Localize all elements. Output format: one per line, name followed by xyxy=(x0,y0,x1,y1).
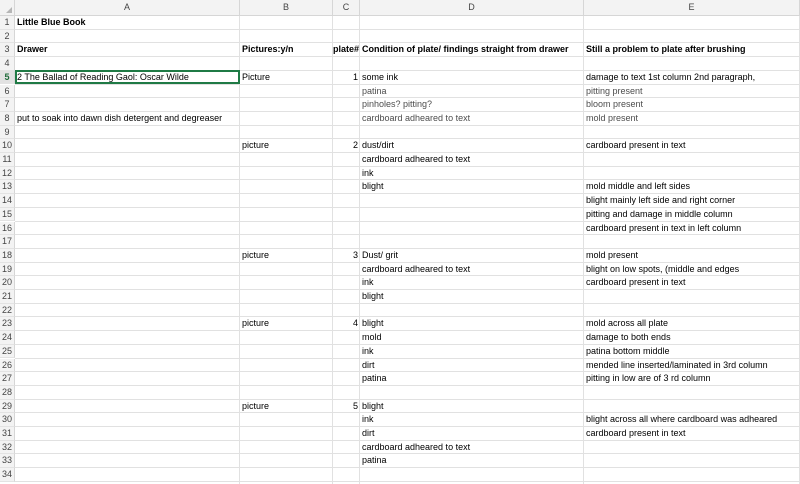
column-header-c[interactable]: C xyxy=(333,0,360,16)
cell-b9[interactable] xyxy=(240,126,333,140)
cell-a3[interactable]: Drawer xyxy=(17,44,48,55)
row-header[interactable]: 9 xyxy=(0,126,15,140)
cell-c16[interactable] xyxy=(333,222,360,236)
cell-e12[interactable] xyxy=(584,167,800,181)
cell-e25[interactable]: patina bottom middle xyxy=(586,345,670,356)
cell-c27[interactable] xyxy=(333,372,360,386)
cell-a11[interactable] xyxy=(15,153,240,167)
cell-b6[interactable] xyxy=(240,85,333,99)
cell-c25[interactable] xyxy=(333,345,360,359)
cell-c22[interactable] xyxy=(333,304,360,318)
cell-c33[interactable] xyxy=(333,454,360,468)
cell-d29[interactable]: blight xyxy=(362,400,384,411)
row-header[interactable]: 3 xyxy=(0,43,15,57)
cell-d5[interactable]: some ink xyxy=(362,71,399,82)
cell-c11[interactable] xyxy=(333,153,360,167)
cell-d22[interactable] xyxy=(360,304,584,318)
cell-a28[interactable] xyxy=(15,386,240,400)
cell-c15[interactable] xyxy=(333,208,360,222)
cell-e3[interactable]: Still a problem to plate after brushing xyxy=(586,44,746,55)
cell-a25[interactable] xyxy=(15,345,240,359)
row-header[interactable]: 21 xyxy=(0,290,15,304)
cell-c5[interactable]: 1 xyxy=(352,71,358,82)
column-header-b[interactable]: B xyxy=(240,0,333,16)
cell-a15[interactable] xyxy=(15,208,240,222)
cell-b23[interactable]: picture xyxy=(242,318,270,329)
cell-d8[interactable]: cardboard adheared to text xyxy=(362,112,471,123)
cell-d24[interactable]: mold xyxy=(362,332,382,343)
cell-a24[interactable] xyxy=(15,331,240,345)
row-header[interactable]: 32 xyxy=(0,441,15,455)
cell-a4[interactable] xyxy=(15,57,240,71)
column-header-e[interactable]: E xyxy=(584,0,800,16)
cell-d13[interactable]: blight xyxy=(362,181,384,192)
cell-e23[interactable]: mold across all plate xyxy=(586,318,669,329)
cell-a33[interactable] xyxy=(15,454,240,468)
cell-a10[interactable] xyxy=(15,139,240,153)
cell-e16[interactable]: cardboard present in text in left column xyxy=(586,222,742,233)
row-header[interactable]: 25 xyxy=(0,345,15,359)
select-all-corner[interactable] xyxy=(0,0,15,16)
cell-b2[interactable] xyxy=(240,30,333,44)
cell-c24[interactable] xyxy=(333,331,360,345)
cell-c19[interactable] xyxy=(333,263,360,277)
cell-c13[interactable] xyxy=(333,180,360,194)
cell-a22[interactable] xyxy=(15,304,240,318)
row-header[interactable]: 10 xyxy=(0,139,15,153)
cell-e31[interactable]: cardboard present in text xyxy=(586,428,686,438)
cell-d18[interactable]: Dust/ grit xyxy=(362,249,399,260)
cell-c30[interactable] xyxy=(333,413,360,427)
cell-e19[interactable]: blight on low spots, (middle and edges xyxy=(586,263,740,274)
cell-b28[interactable] xyxy=(240,386,333,400)
cell-d32[interactable]: cardboard adheared to text xyxy=(362,441,471,452)
cell-a23[interactable] xyxy=(15,317,240,331)
cell-b4[interactable] xyxy=(240,57,333,71)
row-header[interactable]: 29 xyxy=(0,400,15,414)
cell-a5[interactable]: 2 The Ballad of Reading Gaol: Oscar Wilde xyxy=(17,71,189,82)
cell-e26[interactable]: mended line inserted/laminated in 3rd column xyxy=(586,359,768,370)
cell-d2[interactable] xyxy=(360,30,584,44)
cell-d14[interactable] xyxy=(360,194,584,208)
cell-d30[interactable]: ink xyxy=(362,414,374,425)
select-all-icon xyxy=(6,7,12,13)
cell-b8[interactable] xyxy=(240,112,333,126)
cell-a16[interactable] xyxy=(15,222,240,236)
cell-b1[interactable] xyxy=(240,16,333,30)
cell-e22[interactable] xyxy=(584,304,800,318)
cell-b29[interactable]: picture xyxy=(242,400,270,411)
cell-b12[interactable] xyxy=(240,167,333,181)
row-header[interactable]: 23 xyxy=(0,317,15,331)
row-header[interactable]: 22 xyxy=(0,304,15,318)
cell-a1[interactable]: Little Blue Book xyxy=(17,17,86,27)
cell-a26[interactable] xyxy=(15,359,240,373)
cell-e18[interactable]: mold present xyxy=(586,249,639,260)
cell-e15[interactable]: pitting and damage in middle column xyxy=(586,208,733,219)
cell-c3[interactable]: plate# xyxy=(333,44,360,55)
cell-e5[interactable]: damage to text 1st column 2nd paragraph, xyxy=(586,71,756,82)
cell-d15[interactable] xyxy=(360,208,584,222)
cell-e21[interactable] xyxy=(584,290,800,304)
cell-e13[interactable]: mold middle and left sides xyxy=(586,181,691,192)
cell-e11[interactable] xyxy=(584,153,800,167)
cell-a32[interactable] xyxy=(15,441,240,455)
row-header[interactable]: 6 xyxy=(0,85,15,99)
cell-d12[interactable]: ink xyxy=(362,167,374,178)
cell-d31[interactable]: dirt xyxy=(362,428,375,438)
cell-b22[interactable] xyxy=(240,304,333,318)
cell-c17[interactable] xyxy=(333,235,360,249)
cell-d19[interactable]: cardboard adheared to text xyxy=(362,263,471,274)
cell-e29[interactable] xyxy=(584,400,800,414)
cell-e34[interactable] xyxy=(584,468,800,482)
cell-d17[interactable] xyxy=(360,235,584,249)
row-header[interactable]: 27 xyxy=(0,372,15,386)
cell-d25[interactable]: ink xyxy=(362,345,374,356)
column-header-d[interactable]: D xyxy=(360,0,584,16)
cell-e6[interactable]: pitting present xyxy=(586,85,643,96)
cell-d11[interactable]: cardboard adheared to text xyxy=(362,154,471,164)
cell-d16[interactable] xyxy=(360,222,584,236)
cell-b25[interactable] xyxy=(240,345,333,359)
cell-c4[interactable] xyxy=(333,57,360,71)
cell-c18[interactable]: 3 xyxy=(352,249,358,260)
row-header[interactable]: 18 xyxy=(0,249,15,263)
cell-b27[interactable] xyxy=(240,372,333,386)
cell-d10[interactable]: dust/dirt xyxy=(362,140,395,151)
row-header[interactable]: 24 xyxy=(0,331,15,345)
row-header[interactable]: 33 xyxy=(0,454,15,468)
cell-a7[interactable] xyxy=(15,98,240,112)
cell-c26[interactable] xyxy=(333,359,360,373)
cell-c7[interactable] xyxy=(333,98,360,112)
cell-e30[interactable]: blight across all where cardboard was adheared xyxy=(586,414,778,425)
cell-d9[interactable] xyxy=(360,126,584,140)
row-header[interactable]: 8 xyxy=(0,112,15,126)
cell-c32[interactable] xyxy=(333,441,360,455)
cell-a27[interactable] xyxy=(15,372,240,386)
row-header[interactable]: 4 xyxy=(0,57,15,71)
row-header[interactable]: 34 xyxy=(0,468,15,482)
cell-b3[interactable]: Pictures:y/n xyxy=(242,44,294,55)
cell-c6[interactable] xyxy=(333,85,360,99)
cell-c34[interactable] xyxy=(333,468,360,482)
cell-c9[interactable] xyxy=(333,126,360,140)
cell-e8[interactable]: mold present xyxy=(586,112,639,123)
cell-d28[interactable] xyxy=(360,386,584,400)
cell-a31[interactable] xyxy=(15,427,240,441)
cell-d7[interactable]: pinholes? pitting? xyxy=(362,99,433,110)
cell-b13[interactable] xyxy=(240,180,333,194)
cell-e27[interactable]: pitting in low are of 3 rd column xyxy=(586,373,711,384)
cell-b5[interactable]: Picture xyxy=(242,71,271,82)
cell-a29[interactable] xyxy=(15,400,240,414)
cell-b14[interactable] xyxy=(240,194,333,208)
cell-a21[interactable] xyxy=(15,290,240,304)
cell-b18[interactable]: picture xyxy=(242,249,270,260)
cell-a17[interactable] xyxy=(15,235,240,249)
cell-a30[interactable] xyxy=(15,413,240,427)
cell-a14[interactable] xyxy=(15,194,240,208)
cell-d1[interactable] xyxy=(360,16,584,30)
cell-c12[interactable] xyxy=(333,167,360,181)
cell-d6[interactable]: patina xyxy=(362,85,387,96)
row-header[interactable]: 17 xyxy=(0,235,15,249)
cell-a8[interactable]: put to soak into dawn dish detergent and degreaser xyxy=(17,112,223,123)
cell-e4[interactable] xyxy=(584,57,800,71)
cell-d21[interactable]: blight xyxy=(362,291,384,301)
cell-e28[interactable] xyxy=(584,386,800,400)
row-header[interactable]: 12 xyxy=(0,167,15,181)
row-header[interactable]: 11 xyxy=(0,153,15,167)
cell-e32[interactable] xyxy=(584,441,800,455)
cell-c23[interactable]: 4 xyxy=(352,318,358,329)
cell-b34[interactable] xyxy=(240,468,333,482)
row-header[interactable]: 16 xyxy=(0,222,15,236)
row-header[interactable]: 26 xyxy=(0,359,15,373)
cell-a18[interactable] xyxy=(15,249,240,263)
cell-e10[interactable]: cardboard present in text xyxy=(586,140,686,151)
cell-d3[interactable]: Condition of plate/ findings straight from drawer xyxy=(362,44,569,55)
cell-d34[interactable] xyxy=(360,468,584,482)
cell-a12[interactable] xyxy=(15,167,240,181)
cell-e20[interactable]: cardboard present in text xyxy=(586,277,686,288)
cell-b11[interactable] xyxy=(240,153,333,167)
cell-c14[interactable] xyxy=(333,194,360,208)
cell-e33[interactable] xyxy=(584,454,800,468)
cell-a20[interactable] xyxy=(15,276,240,290)
cell-c29[interactable]: 5 xyxy=(352,400,358,411)
cell-d20[interactable]: ink xyxy=(362,277,374,288)
row-header[interactable]: 20 xyxy=(0,276,15,290)
cell-b32[interactable] xyxy=(240,441,333,455)
row-header[interactable]: 14 xyxy=(0,194,15,208)
row-header[interactable]: 15 xyxy=(0,208,15,222)
cell-b20[interactable] xyxy=(240,276,333,290)
cell-e24[interactable]: damage to both ends xyxy=(586,332,671,343)
row-header[interactable]: 28 xyxy=(0,386,15,400)
cell-c28[interactable] xyxy=(333,386,360,400)
cell-a19[interactable] xyxy=(15,263,240,277)
column-header-a[interactable]: A xyxy=(15,0,240,16)
cell-c8[interactable] xyxy=(333,112,360,126)
cell-c31[interactable] xyxy=(333,427,360,441)
cell-d4[interactable] xyxy=(360,57,584,71)
cell-a6[interactable] xyxy=(15,85,240,99)
cell-b31[interactable] xyxy=(240,427,333,441)
row-header[interactable]: 30 xyxy=(0,413,15,427)
cell-d27[interactable]: patina xyxy=(362,373,387,384)
row-header[interactable]: 2 xyxy=(0,30,15,44)
cell-b17[interactable] xyxy=(240,235,333,249)
cell-b19[interactable] xyxy=(240,263,333,277)
cell-b7[interactable] xyxy=(240,98,333,112)
cell-e14[interactable]: blight mainly left side and right corner xyxy=(586,195,736,206)
cell-a13[interactable] xyxy=(15,180,240,194)
row-header[interactable]: 7 xyxy=(0,98,15,112)
cell-c2[interactable] xyxy=(333,30,360,44)
row-header[interactable]: 31 xyxy=(0,427,15,441)
cell-b26[interactable] xyxy=(240,359,333,373)
cell-b15[interactable] xyxy=(240,208,333,222)
cell-c20[interactable] xyxy=(333,276,360,290)
cell-b33[interactable] xyxy=(240,454,333,468)
cell-b10[interactable]: picture xyxy=(242,140,270,151)
cell-b16[interactable] xyxy=(240,222,333,236)
cell-a9[interactable] xyxy=(15,126,240,140)
row-header[interactable]: 13 xyxy=(0,180,15,194)
cell-d23[interactable]: blight xyxy=(362,318,384,329)
cell-c10[interactable]: 2 xyxy=(352,140,358,151)
row-header[interactable]: 19 xyxy=(0,263,15,277)
cell-d33[interactable]: patina xyxy=(362,455,387,466)
cell-c21[interactable] xyxy=(333,290,360,304)
row-header[interactable]: 5 xyxy=(0,71,15,85)
cell-e17[interactable] xyxy=(584,235,800,249)
cell-e1[interactable] xyxy=(584,16,800,30)
cell-b30[interactable] xyxy=(240,413,333,427)
cell-e7[interactable]: bloom present xyxy=(586,99,644,110)
cell-e2[interactable] xyxy=(584,30,800,44)
cell-c1[interactable] xyxy=(333,16,360,30)
cell-d26[interactable]: dirt xyxy=(362,359,375,370)
cell-e9[interactable] xyxy=(584,126,800,140)
cell-a34[interactable] xyxy=(15,468,240,482)
row-header[interactable]: 1 xyxy=(0,16,15,30)
cell-b24[interactable] xyxy=(240,331,333,345)
cell-b21[interactable] xyxy=(240,290,333,304)
cell-a2[interactable] xyxy=(15,30,240,44)
